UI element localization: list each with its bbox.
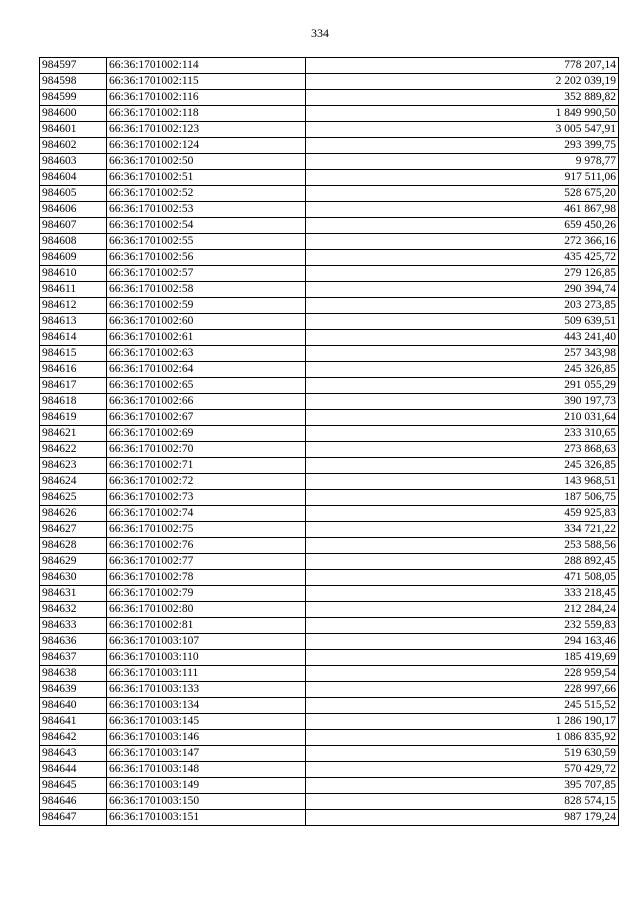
- row-id-cell: 984631: [40, 586, 107, 602]
- cadastral-value-cell: 987 179,24: [306, 810, 619, 826]
- row-id-cell: 984627: [40, 522, 107, 538]
- row-id-cell: 984630: [40, 570, 107, 586]
- cadastral-value-cell: 232 559,83: [306, 618, 619, 634]
- table-row: [40, 730, 619, 746]
- cadastral-number-cell: 66:36:1701002:78: [107, 570, 306, 586]
- cadastral-value-cell: 187 506,75: [306, 490, 619, 506]
- cadastral-value-cell: 228 997,66: [306, 682, 619, 698]
- table-body: [40, 58, 619, 826]
- row-id-cell: 984646: [40, 794, 107, 810]
- row-id-cell: 984643: [40, 746, 107, 762]
- cadastral-number-cell: 66:36:1701003:134: [107, 698, 306, 714]
- cadastral-number-cell: 66:36:1701002:114: [107, 58, 306, 74]
- table-row: [40, 186, 619, 202]
- cadastral-value-cell: 257 343,98: [306, 346, 619, 362]
- row-id-cell: 984623: [40, 458, 107, 474]
- table-row: [40, 522, 619, 538]
- table-row: [40, 58, 619, 74]
- table-row: [40, 314, 619, 330]
- table-row: [40, 794, 619, 810]
- cadastral-value-cell: 435 425,72: [306, 250, 619, 266]
- cadastral-number-cell: 66:36:1701003:111: [107, 666, 306, 682]
- cadastral-number-cell: 66:36:1701002:54: [107, 218, 306, 234]
- table-row: [40, 538, 619, 554]
- table-row: [40, 122, 619, 138]
- cadastral-number-cell: 66:36:1701002:65: [107, 378, 306, 394]
- row-id-cell: 984647: [40, 810, 107, 826]
- row-id-cell: 984612: [40, 298, 107, 314]
- table-row: [40, 506, 619, 522]
- cadastral-number-cell: 66:36:1701002:60: [107, 314, 306, 330]
- cadastral-number-cell: 66:36:1701002:50: [107, 154, 306, 170]
- cadastral-number-cell: 66:36:1701002:77: [107, 554, 306, 570]
- cadastral-number-cell: 66:36:1701002:71: [107, 458, 306, 474]
- cadastral-value-cell: 245 326,85: [306, 458, 619, 474]
- page-number: 334: [311, 26, 329, 40]
- row-id-cell: 984597: [40, 58, 107, 74]
- row-id-cell: 984641: [40, 714, 107, 730]
- table-row: [40, 570, 619, 586]
- table-row: [40, 250, 619, 266]
- row-id-cell: 984640: [40, 698, 107, 714]
- table-row: [40, 90, 619, 106]
- cadastral-number-cell: 66:36:1701002:66: [107, 394, 306, 410]
- cadastral-number-cell: 66:36:1701002:58: [107, 282, 306, 298]
- row-id-cell: 984626: [40, 506, 107, 522]
- cadastral-value-cell: 245 326,85: [306, 362, 619, 378]
- table-row: [40, 490, 619, 506]
- row-id-cell: 984645: [40, 778, 107, 794]
- table-row: [40, 106, 619, 122]
- table-row: [40, 74, 619, 90]
- table-row: [40, 138, 619, 154]
- cadastral-number-cell: 66:36:1701003:107: [107, 634, 306, 650]
- cadastral-value-cell: 288 892,45: [306, 554, 619, 570]
- row-id-cell: 984624: [40, 474, 107, 490]
- table-row: [40, 778, 619, 794]
- row-id-cell: 984598: [40, 74, 107, 90]
- row-id-cell: 984628: [40, 538, 107, 554]
- cadastral-value-cell: 245 515,52: [306, 698, 619, 714]
- cadastral-value-cell: 334 721,22: [306, 522, 619, 538]
- row-id-cell: 984610: [40, 266, 107, 282]
- row-id-cell: 984632: [40, 602, 107, 618]
- table-row: [40, 634, 619, 650]
- cadastral-value-cell: 294 163,46: [306, 634, 619, 650]
- table-row: [40, 266, 619, 282]
- cadastral-value-cell: 203 273,85: [306, 298, 619, 314]
- cadastral-number-cell: 66:36:1701002:124: [107, 138, 306, 154]
- row-id-cell: 984625: [40, 490, 107, 506]
- table-row: [40, 346, 619, 362]
- table-row: [40, 170, 619, 186]
- cadastral-value-cell: 212 284,24: [306, 602, 619, 618]
- cadastral-value-cell: 519 630,59: [306, 746, 619, 762]
- table-row: [40, 762, 619, 778]
- row-id-cell: 984629: [40, 554, 107, 570]
- cadastral-value-cell: 290 394,74: [306, 282, 619, 298]
- cadastral-number-cell: 66:36:1701002:70: [107, 442, 306, 458]
- table-row: [40, 394, 619, 410]
- cadastral-value-cell: 1 286 190,17: [306, 714, 619, 730]
- cadastral-value-cell: 509 639,51: [306, 314, 619, 330]
- row-id-cell: 984601: [40, 122, 107, 138]
- cadastral-value-cell: 210 031,64: [306, 410, 619, 426]
- cadastral-number-cell: 66:36:1701002:57: [107, 266, 306, 282]
- cadastral-value-cell: 9 978,77: [306, 154, 619, 170]
- row-id-cell: 984642: [40, 730, 107, 746]
- cadastral-number-cell: 66:36:1701002:52: [107, 186, 306, 202]
- table-row: [40, 234, 619, 250]
- cadastral-value-cell: 228 959,54: [306, 666, 619, 682]
- table-row: [40, 746, 619, 762]
- cadastral-number-cell: 66:36:1701002:69: [107, 426, 306, 442]
- row-id-cell: 984611: [40, 282, 107, 298]
- table-row: [40, 474, 619, 490]
- row-id-cell: 984622: [40, 442, 107, 458]
- cadastral-number-cell: 66:36:1701002:55: [107, 234, 306, 250]
- cadastral-value-cell: 273 868,63: [306, 442, 619, 458]
- table-row: [40, 810, 619, 826]
- cadastral-value-cell: 1 086 835,92: [306, 730, 619, 746]
- cadastral-number-cell: 66:36:1701003:145: [107, 714, 306, 730]
- cadastral-value-cell: 1 849 990,50: [306, 106, 619, 122]
- row-id-cell: 984616: [40, 362, 107, 378]
- row-id-cell: 984644: [40, 762, 107, 778]
- row-id-cell: 984604: [40, 170, 107, 186]
- cadastral-number-cell: 66:36:1701002:64: [107, 362, 306, 378]
- table-row: [40, 298, 619, 314]
- cadastral-number-cell: 66:36:1701003:110: [107, 650, 306, 666]
- cadastral-value-cell: 253 588,56: [306, 538, 619, 554]
- table-row: [40, 154, 619, 170]
- row-id-cell: 984613: [40, 314, 107, 330]
- table-row: [40, 602, 619, 618]
- cadastral-value-cell: 3 005 547,91: [306, 122, 619, 138]
- table-row: [40, 666, 619, 682]
- row-id-cell: 984599: [40, 90, 107, 106]
- cadastral-number-cell: 66:36:1701002:56: [107, 250, 306, 266]
- cadastral-number-cell: 66:36:1701002:76: [107, 538, 306, 554]
- cadastral-number-cell: 66:36:1701002:72: [107, 474, 306, 490]
- table-row: [40, 378, 619, 394]
- cadastral-value-cell: 443 241,40: [306, 330, 619, 346]
- cadastral-value-cell: 917 511,06: [306, 170, 619, 186]
- cadastral-value-cell: 659 450,26: [306, 218, 619, 234]
- row-id-cell: 984621: [40, 426, 107, 442]
- cadastral-number-cell: 66:36:1701002:61: [107, 330, 306, 346]
- row-id-cell: 984603: [40, 154, 107, 170]
- cadastral-number-cell: 66:36:1701002:63: [107, 346, 306, 362]
- row-id-cell: 984609: [40, 250, 107, 266]
- cadastral-number-cell: 66:36:1701003:146: [107, 730, 306, 746]
- cadastral-value-cell: 778 207,14: [306, 58, 619, 74]
- cadastral-number-cell: 66:36:1701003:151: [107, 810, 306, 826]
- cadastral-number-cell: 66:36:1701003:149: [107, 778, 306, 794]
- table-row: [40, 586, 619, 602]
- row-id-cell: 984619: [40, 410, 107, 426]
- row-id-cell: 984605: [40, 186, 107, 202]
- table-row: [40, 282, 619, 298]
- row-id-cell: 984636: [40, 634, 107, 650]
- cadastral-value-cell: 293 399,75: [306, 138, 619, 154]
- cadastral-value-cell: 461 867,98: [306, 202, 619, 218]
- cadastral-number-cell: 66:36:1701002:51: [107, 170, 306, 186]
- cadastral-number-cell: 66:36:1701002:123: [107, 122, 306, 138]
- cadastral-number-cell: 66:36:1701003:147: [107, 746, 306, 762]
- table-row: [40, 330, 619, 346]
- cadastral-value-cell: 279 126,85: [306, 266, 619, 282]
- cadastral-value-cell: 291 055,29: [306, 378, 619, 394]
- row-id-cell: 984602: [40, 138, 107, 154]
- table-row: [40, 698, 619, 714]
- row-id-cell: 984637: [40, 650, 107, 666]
- cadastral-value-cell: 471 508,05: [306, 570, 619, 586]
- cadastral-value-cell: 2 202 039,19: [306, 74, 619, 90]
- cadastral-value-cell: 459 925,83: [306, 506, 619, 522]
- table-row: [40, 618, 619, 634]
- cadastral-number-cell: 66:36:1701002:116: [107, 90, 306, 106]
- row-id-cell: 984618: [40, 394, 107, 410]
- cadastral-value-table: [39, 57, 619, 826]
- cadastral-number-cell: 66:36:1701002:81: [107, 618, 306, 634]
- cadastral-number-cell: 66:36:1701002:118: [107, 106, 306, 122]
- cadastral-value-cell: 333 218,45: [306, 586, 619, 602]
- cadastral-number-cell: 66:36:1701002:74: [107, 506, 306, 522]
- table-row: [40, 202, 619, 218]
- cadastral-value-cell: 185 419,69: [306, 650, 619, 666]
- cadastral-value-cell: 395 707,85: [306, 778, 619, 794]
- cadastral-number-cell: 66:36:1701003:150: [107, 794, 306, 810]
- row-id-cell: 984600: [40, 106, 107, 122]
- table-row: [40, 362, 619, 378]
- cadastral-number-cell: 66:36:1701003:133: [107, 682, 306, 698]
- cadastral-number-cell: 66:36:1701002:67: [107, 410, 306, 426]
- cadastral-number-cell: 66:36:1701002:73: [107, 490, 306, 506]
- cadastral-number-cell: 66:36:1701003:148: [107, 762, 306, 778]
- cadastral-number-cell: 66:36:1701002:80: [107, 602, 306, 618]
- row-id-cell: 984607: [40, 218, 107, 234]
- row-id-cell: 984633: [40, 618, 107, 634]
- cadastral-number-cell: 66:36:1701002:79: [107, 586, 306, 602]
- row-id-cell: 984606: [40, 202, 107, 218]
- table-row: [40, 442, 619, 458]
- table-row: [40, 426, 619, 442]
- cadastral-value-cell: 528 675,20: [306, 186, 619, 202]
- table-row: [40, 714, 619, 730]
- cadastral-value-cell: 390 197,73: [306, 394, 619, 410]
- row-id-cell: 984608: [40, 234, 107, 250]
- table-row: [40, 650, 619, 666]
- cadastral-value-cell: 828 574,15: [306, 794, 619, 810]
- row-id-cell: 984638: [40, 666, 107, 682]
- table-row: [40, 458, 619, 474]
- row-id-cell: 984639: [40, 682, 107, 698]
- row-id-cell: 984614: [40, 330, 107, 346]
- cadastral-number-cell: 66:36:1701002:115: [107, 74, 306, 90]
- cadastral-value-cell: 570 429,72: [306, 762, 619, 778]
- row-id-cell: 984615: [40, 346, 107, 362]
- cadastral-value-cell: 272 366,16: [306, 234, 619, 250]
- table-row: [40, 410, 619, 426]
- cadastral-number-cell: 66:36:1701002:59: [107, 298, 306, 314]
- row-id-cell: 984617: [40, 378, 107, 394]
- table-row: [40, 682, 619, 698]
- cadastral-value-cell: 143 968,51: [306, 474, 619, 490]
- cadastral-number-cell: 66:36:1701002:53: [107, 202, 306, 218]
- cadastral-value-cell: 233 310,65: [306, 426, 619, 442]
- table-row: [40, 218, 619, 234]
- cadastral-value-cell: 352 889,82: [306, 90, 619, 106]
- cadastral-number-cell: 66:36:1701002:75: [107, 522, 306, 538]
- table-row: [40, 554, 619, 570]
